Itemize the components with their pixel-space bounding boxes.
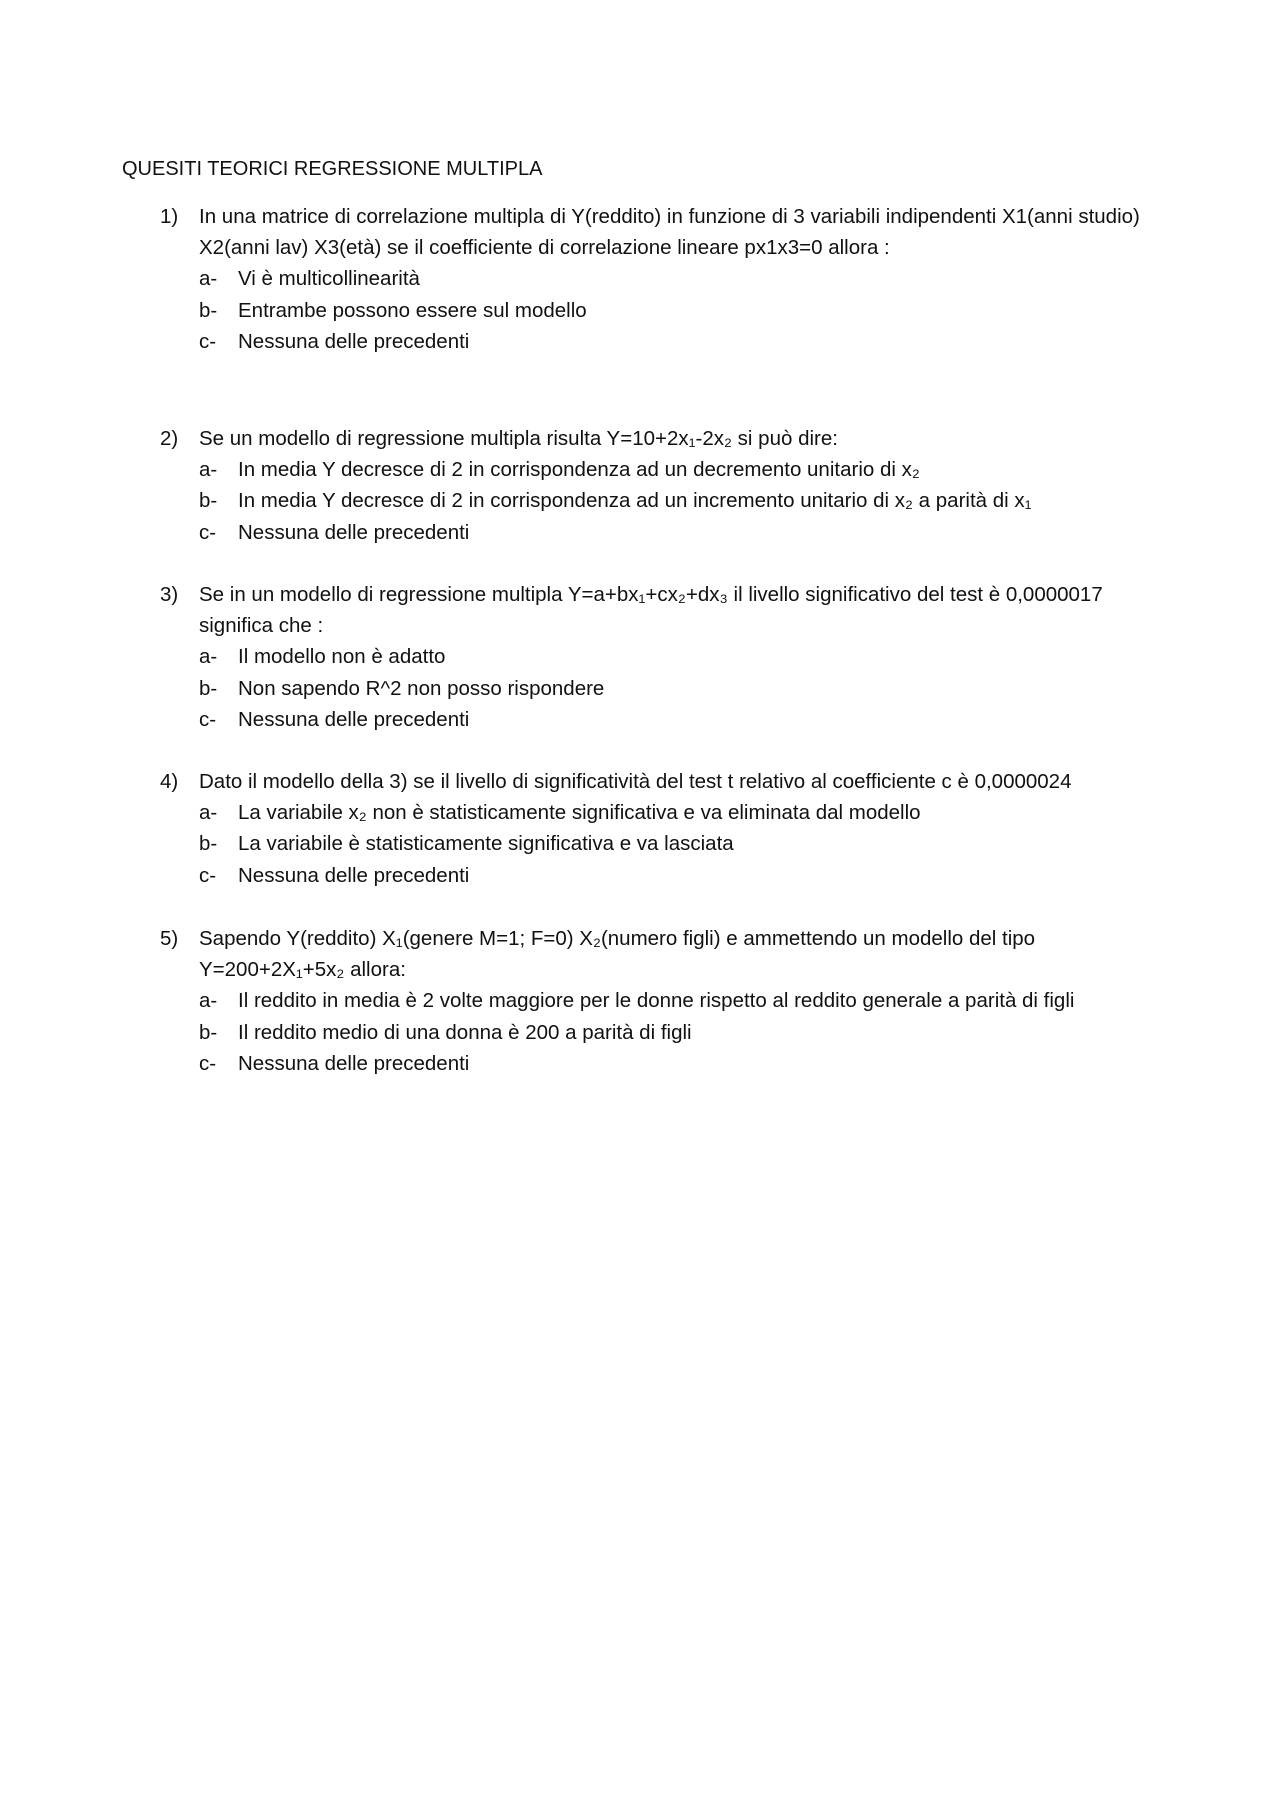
question-number: 2) <box>160 427 179 450</box>
option-b <box>199 828 1160 859</box>
option-text: Nessuna delle precedenti <box>238 707 470 731</box>
option-letter: a- <box>199 989 218 1013</box>
option-letter: b- <box>199 1020 218 1044</box>
option-letter: b- <box>199 489 218 513</box>
question-text: Dato il modello della 3) se il livello di significatività del test t relativo al coefficiente c è 0,0000024 <box>199 770 1072 793</box>
question-3 <box>160 579 1160 735</box>
option-text: La variabile x₂ non è statisticamente significativa e va eliminata dal modello <box>238 801 921 825</box>
option-letter: a- <box>199 458 218 482</box>
option-letter: a- <box>199 801 218 825</box>
options-list <box>199 797 1160 891</box>
option-text: In media Y decresce di 2 in corrispondenza ad un decremento unitario di x₂ <box>238 458 920 482</box>
options-list <box>199 454 1160 548</box>
option-text: Il modello non è adatto <box>238 645 446 669</box>
option-a <box>199 641 1160 672</box>
option-text: La variabile è statisticamente significativa e va lasciata <box>238 832 734 856</box>
question-text: Se un modello di regressione multipla risulta Y=10+2x₁-2x₂ si può dire: <box>199 427 838 450</box>
option-c <box>199 326 1160 357</box>
option-letter: c- <box>199 707 217 731</box>
option-a <box>199 263 1160 294</box>
question-4 <box>160 766 1160 891</box>
question-5 <box>160 923 1160 1079</box>
option-a <box>199 454 1160 485</box>
option-letter: c- <box>199 329 217 353</box>
option-text: Non sapendo R^2 non posso rispondere <box>238 676 605 700</box>
question-2 <box>160 423 1160 548</box>
option-text: Nessuna delle precedenti <box>238 863 470 887</box>
option-b <box>199 295 1160 326</box>
option-text: Entrambe possono essere sul modello <box>238 298 587 322</box>
option-text: Nessuna delle precedenti <box>238 1051 470 1075</box>
option-a <box>199 985 1160 1016</box>
option-b <box>199 1017 1160 1048</box>
option-c <box>199 860 1160 891</box>
question-text: In una matrice di correlazione multipla di Y(reddito) in funzione di 3 variabili indipendenti X1(anni studio) X2(anni lav) X3(età) se il coefficiente di correlazione lineare px1x3=0 allora : <box>199 205 1140 260</box>
question-text: Sapendo Y(reddito) X₁(genere M=1; F=0) X₂(numero figli) e ammettendo un modello del tipo Y=200+2X₁+5x₂ allora: <box>199 927 1036 982</box>
question-number: 4) <box>160 770 179 793</box>
option-b <box>199 673 1160 704</box>
options-list <box>199 985 1160 1079</box>
option-letter: c- <box>199 1051 217 1075</box>
question-text: Se in un modello di regressione multipla Y=a+bx₁+cx₂+dx₃ il livello significativo del test è 0,0000017 significa che : <box>199 583 1103 638</box>
option-letter: a- <box>199 267 218 291</box>
option-letter: b- <box>199 298 218 322</box>
option-c <box>199 704 1160 735</box>
option-text: Il reddito medio di una donna è 200 a parità di figli <box>238 1020 692 1044</box>
option-b <box>199 485 1160 516</box>
option-letter: b- <box>199 676 218 700</box>
option-text: Il reddito in media è 2 volte maggiore per le donne rispetto al reddito generale a parità di figli <box>238 989 1075 1013</box>
option-letter: c- <box>199 863 217 887</box>
option-text: Nessuna delle precedenti <box>238 329 470 353</box>
option-a <box>199 797 1160 828</box>
question-number: 1) <box>160 205 179 228</box>
option-text: Nessuna delle precedenti <box>238 520 470 544</box>
option-text: In media Y decresce di 2 in corrispondenza ad un incremento unitario di x₂ a parità di x₁ <box>238 489 1032 513</box>
question-1 <box>160 201 1160 357</box>
option-letter: b- <box>199 832 218 856</box>
option-text: Vi è multicollinearità <box>238 267 420 291</box>
option-c <box>199 517 1160 548</box>
options-list <box>199 263 1160 357</box>
question-number: 5) <box>160 927 179 950</box>
option-letter: c- <box>199 520 217 544</box>
option-letter: a- <box>199 645 218 669</box>
option-c <box>199 1048 1160 1079</box>
question-number: 3) <box>160 583 179 606</box>
options-list <box>199 641 1160 735</box>
document-title: QUESITI TEORICI REGRESSIONE MULTIPLA <box>122 158 543 180</box>
